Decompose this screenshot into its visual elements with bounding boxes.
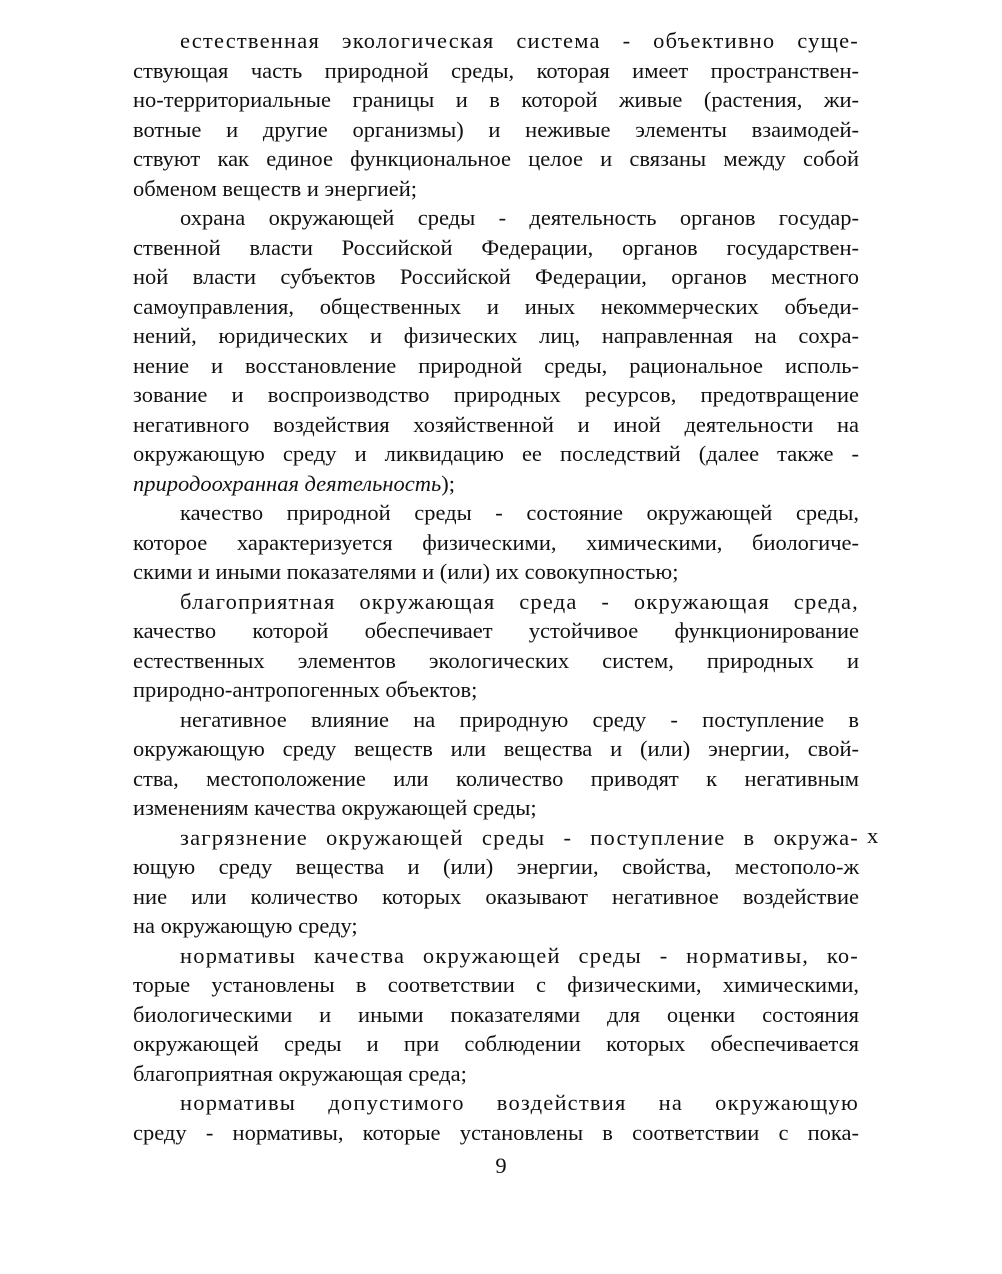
- text-line: нение и восстановление природной среды, рациональное исполь-: [133, 352, 859, 378]
- text-line: обменом веществ и энергией;: [133, 175, 417, 201]
- text-line: окружающую среду веществ или вещества и (или) энергии, свой-: [133, 736, 859, 761]
- text-line: ствующая часть природной среды, которая имеет пространствен-: [133, 57, 859, 83]
- text-line: качество которой обеспечивает устойчивое функционирование: [133, 618, 859, 643]
- text-line: самоуправления, общественных и иных некоммерческих объеди-: [133, 293, 859, 319]
- definition-environmental-protection: [133, 203, 859, 498]
- definition-permissible-impact: [133, 1088, 859, 1147]
- definition-pollution: [133, 823, 859, 941]
- text-line: негативного воздействия хозяйственной и иной деятельности на: [133, 411, 859, 437]
- text-line: качество природной среды - состояние окружающей среды,: [180, 500, 859, 525]
- italic-term: природоохранная деятельность: [133, 470, 442, 496]
- text-line: ние или количество которых оказывают негативное воздействие: [133, 883, 859, 909]
- text-line: изменениям качества окружающей среды;: [133, 795, 537, 820]
- text-line: ной власти субъектов Российской Федерации, органов местного: [133, 264, 859, 289]
- text-line: биологическими и иными показателями для оценки состояния: [133, 1001, 859, 1027]
- page-number: 9: [495, 1153, 507, 1178]
- text-line: окружающей среды и при соблюдении которых обеспечивается: [133, 1031, 859, 1056]
- text-line: торые установлены в соответствии с физическими, химическими,: [133, 972, 859, 997]
- text-line: среду - нормативы, которые установлены в соответствии с пока-: [133, 1119, 859, 1145]
- text-line: окружающую среду и ликвидацию ее последствий (далее также -: [133, 441, 859, 466]
- text-line: естественная экологическая система - объективно суще-: [180, 28, 859, 53]
- text-tail: );: [441, 470, 455, 496]
- margin-mark: x: [867, 823, 879, 848]
- text-line: [133, 469, 859, 499]
- text-line: скими и иными показателями и (или) их совокупностью;: [133, 559, 679, 584]
- definition-negative-impact: [133, 705, 859, 823]
- text-line: благоприятная окружающая среда - окружающая среда,: [180, 588, 859, 614]
- text-line: загрязнение окружающей среды - поступление в окружа-: [180, 824, 859, 850]
- text-line: зование и воспроизводство природных ресурсов, предотвращение: [133, 382, 859, 407]
- text-line: природно-антропогенных объектов;: [133, 677, 478, 702]
- text-line: на окружающую среду;: [133, 913, 358, 938]
- text-line: вотные и другие организмы) и неживые элементы взаимодей-: [133, 116, 859, 142]
- text-line: благоприятная окружающая среда;: [133, 1060, 467, 1086]
- definition-favorable-environment: [133, 587, 859, 705]
- text-line: негативное влияние на природную среду - поступление в: [180, 706, 859, 732]
- text-line: нормативы качества окружающей среды - нормативы, ко-: [180, 942, 859, 968]
- text-line: ства, местоположение или количество приводят к негативным: [133, 765, 859, 791]
- text-line: охрана окружающей среды - деятельность органов государ-: [180, 205, 859, 230]
- text-line: ственной власти Российской Федерации, органов государствен-: [133, 234, 859, 260]
- definition-ecosystem: [133, 26, 859, 203]
- text-line: ствуют как единое функциональное целое и связаны между собой: [133, 146, 859, 171]
- text-line: нормативы допустимого воздействия на окружающую: [180, 1090, 859, 1115]
- text-line: ющую среду вещества и (или) энергии, свойства, местополо-ж: [133, 854, 859, 879]
- text-line: которое характеризуется физическими, химическими, биологиче-: [133, 529, 859, 555]
- text-line: нений, юридических и физических лиц, направленная на сохра-: [133, 323, 859, 348]
- definition-environment-quality: [133, 498, 859, 587]
- document-page: [133, 26, 859, 1147]
- definition-quality-standards: [133, 941, 859, 1089]
- text-line: но-территориальные границы и в которой живые (растения, жи-: [133, 87, 859, 112]
- text-line: естественных элементов экологических систем, природных и: [133, 647, 859, 673]
